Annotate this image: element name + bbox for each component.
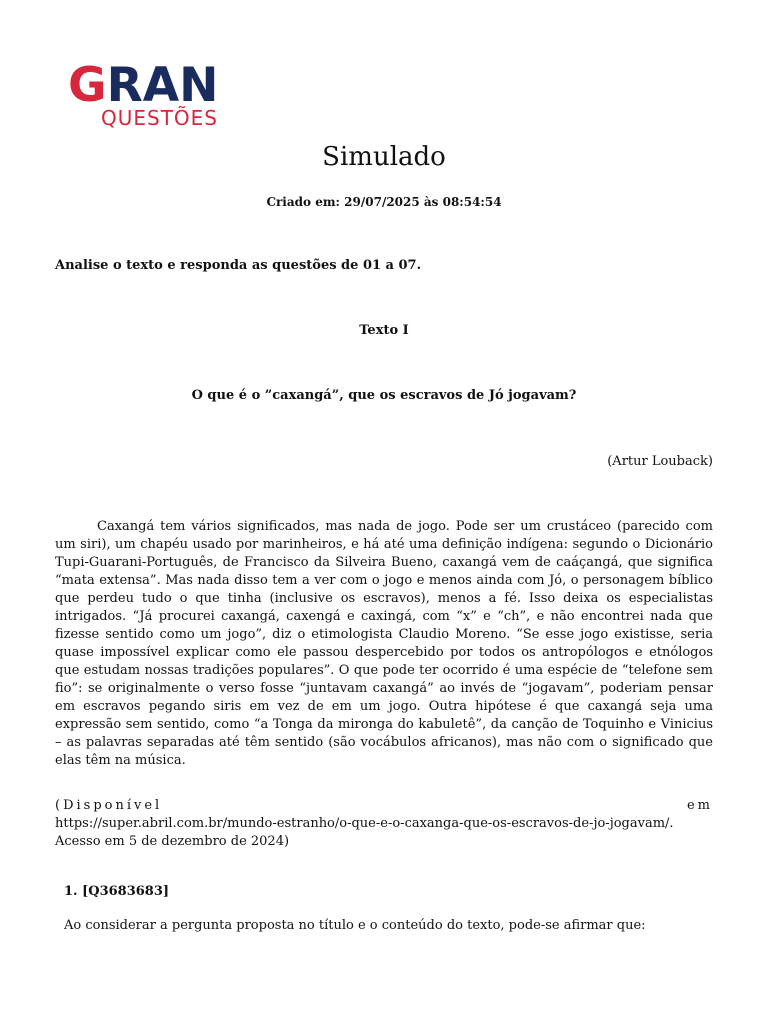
gran-questoes-logo bbox=[68, 58, 238, 132]
source-first-line bbox=[55, 797, 713, 815]
source-word-available: (Disponível bbox=[55, 798, 163, 813]
logo-questoes-text: QUESTÕES bbox=[101, 106, 219, 130]
logo-gran-text bbox=[68, 58, 219, 113]
text-title: O que é o ”caxangá”, que os escravos de Jó jogavam? bbox=[191, 388, 577, 403]
text-author: (Artur Louback) bbox=[607, 454, 713, 469]
text-body: Caxangá tem vários significados, mas nada de jogo. Pode ser um crustáceo (parecido com um siri), um chapéu usado por marinheiros, e há até uma definição indígena: segundo o Dicionário Tupi-Guarani-Português, de Francisco da Silveira Bueno, caxangá vem de caáçangá, que significa “mata extensa”. Mas nada disso tem a ver com o jogo e menos ainda com Jó, o personagem bíblico que perdeu tudo o que tinha (inclusive os escravos), menos a fé. Isso deixa os especialistas intrigados. “Já procurei caxangá, caxengá e caxingá, com “x” e “ch”, e não encontrei nada que fizesse sentido como um jogo”, diz o etimologista Claudio Moreno. “Se esse jogo existisse, seria quase impossível explicar como ele passou despercebido por todos os antropólogos e etnólogos que estudam nossas tradições populares”. O que pode ter ocorrido é uma espécie de “telefone sem fio”: se originalmente o verso fosse “juntavam caxangá” ao invés de “jogavam”, poderiam pensar em escravos pegando siris em vez de em um jogo. Outra hipótese é que caxangá seja uma expressão sem sentido, como “a Tonga da mironga do kabuletê”, da canção de Toquinho e Vinicius – as palavras separadas até têm sentido (são vocábulos africanos), mas não com o significado que elas têm na música. bbox=[55, 519, 713, 768]
page-title: Simulado bbox=[322, 142, 446, 172]
logo-ran-letters: RAN bbox=[106, 58, 219, 113]
text-source bbox=[55, 797, 713, 851]
question-number: 1. [Q3683683] bbox=[64, 884, 170, 899]
created-timestamp: Criado em: 29/07/2025 às 08:54:54 bbox=[266, 195, 502, 209]
instruction-text: Analise o texto e responda as questões de 01 a 07. bbox=[55, 258, 422, 273]
source-url: https://super.abril.com.br/mundo-estranho/o-que-e-o-caxanga-que-os-escravos-de-jo-jogavam/. Acesso em 5 de dezembro de 2024) bbox=[55, 816, 674, 849]
source-word-in: em bbox=[686, 798, 713, 813]
question-prompt: Ao considerar a pergunta proposta no título e o conteúdo do texto, pode-se afirmar que: bbox=[64, 918, 646, 933]
text-label: Texto I bbox=[359, 323, 409, 338]
logo-g-letter: G bbox=[68, 58, 107, 113]
